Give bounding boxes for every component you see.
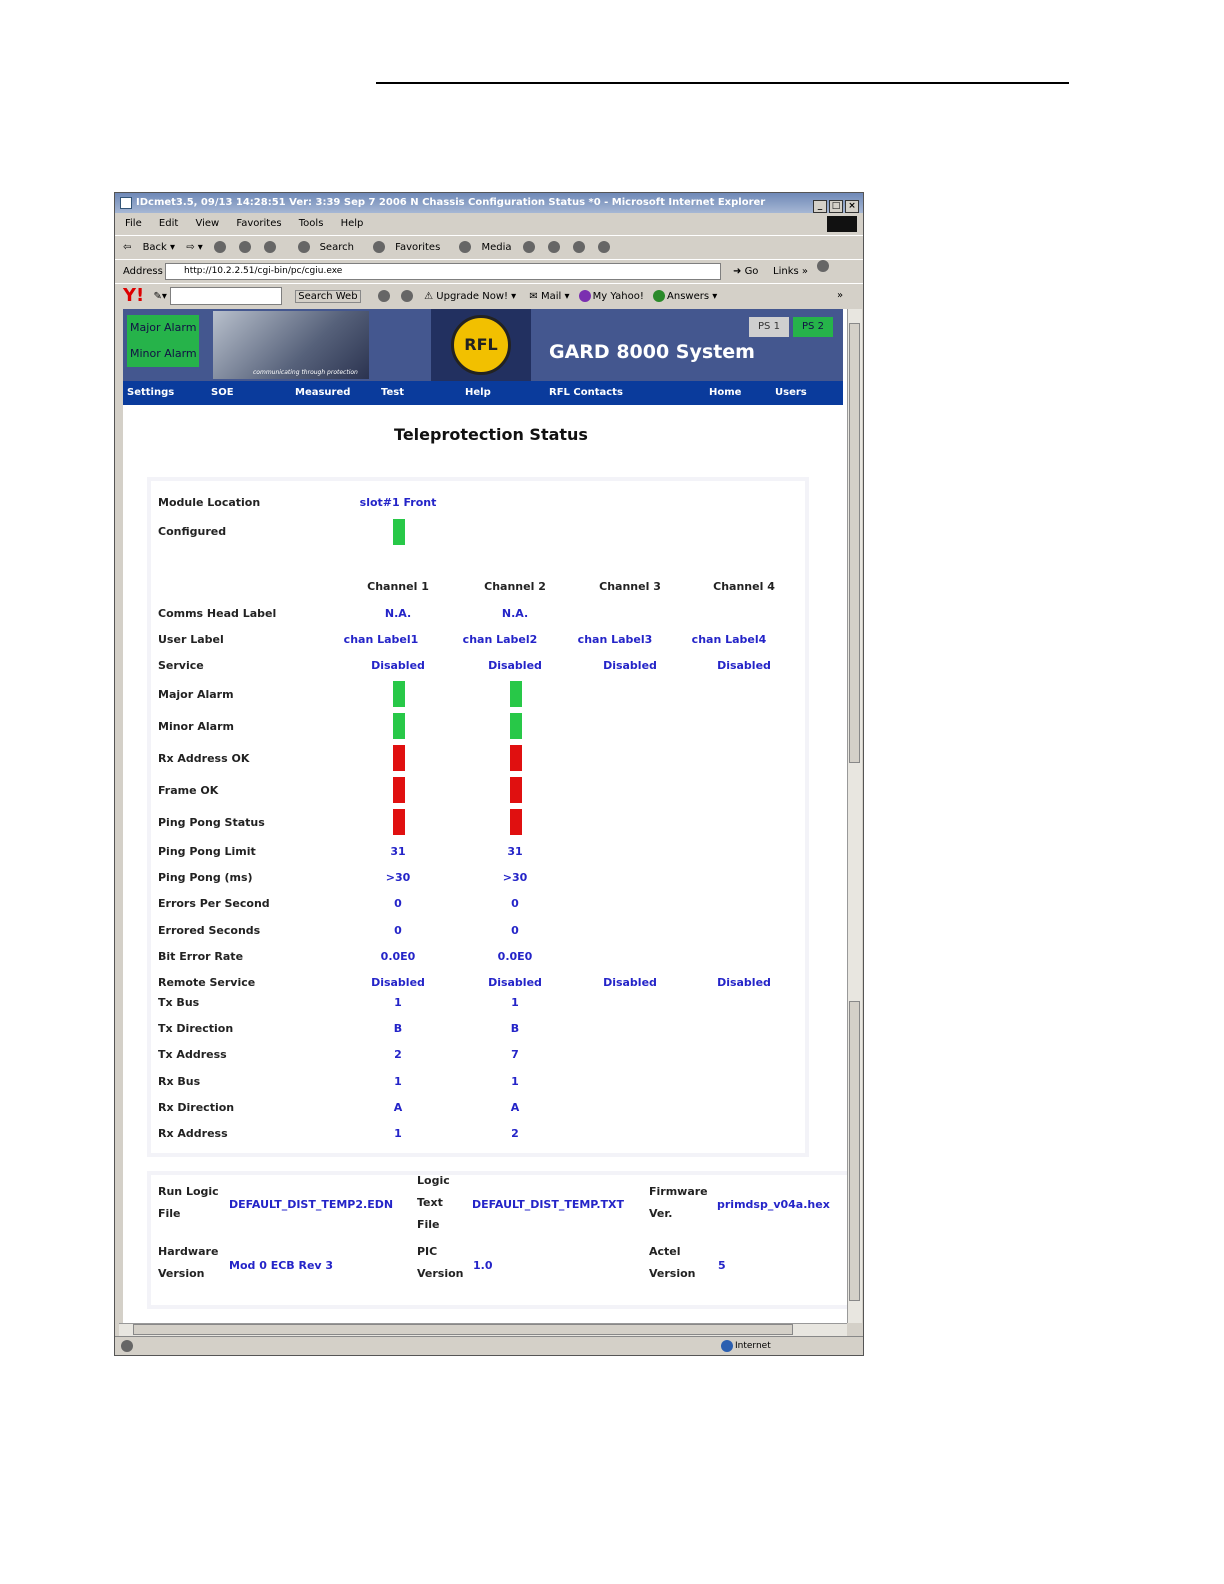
back-label: Back [142, 242, 167, 253]
tx-bus-label: Tx Bus [158, 996, 200, 1009]
ping-pong-status-ch2-indicator [510, 809, 522, 835]
actel-label-line2: Version [649, 1267, 696, 1280]
comms-head-label-label: Comms Head Label [158, 607, 277, 620]
module-location-label: Module Location [158, 496, 261, 509]
actel-version-label [649, 1241, 696, 1285]
rx-address-ok-ch1-indicator [393, 745, 405, 771]
media-button[interactable] [451, 242, 511, 253]
logic-text-label-line3: File [417, 1218, 440, 1231]
channel-2-header: Channel 2 [484, 580, 546, 593]
status-panel [151, 481, 805, 1153]
vertical-scroll-thumb-lower[interactable] [849, 1001, 860, 1301]
firmware-label-line2: Ver. [649, 1207, 673, 1220]
tx-bus-ch2: 1 [511, 996, 519, 1009]
user-label-label: User Label [158, 633, 224, 646]
service-ch1: Disabled [371, 659, 425, 672]
major-alarm-label: Major Alarm [158, 688, 234, 701]
major-alarm-ch1-indicator [393, 681, 405, 707]
ping-pong-ms-label: Ping Pong (ms) [158, 871, 253, 884]
yahoo-search-input[interactable] [170, 287, 282, 305]
history-icon[interactable] [523, 241, 535, 253]
gard-header [123, 309, 843, 381]
horizontal-scrollbar[interactable] [119, 1323, 847, 1336]
service-ch4: Disabled [717, 659, 771, 672]
ping-pong-limit-ch2: 31 [507, 845, 523, 858]
toolbar-extra-icon[interactable] [817, 260, 829, 272]
address-bar [115, 259, 863, 284]
answers-button[interactable]: Answers ▾ [653, 291, 717, 302]
channel-4-header: Channel 4 [713, 580, 775, 593]
mail-button[interactable]: ✉ Mail ▾ [529, 291, 570, 302]
major-alarm-indicator: Major Alarm [130, 321, 197, 334]
media-label: Media [481, 242, 512, 253]
hardware-version-value: Mod 0 ECB Rev 3 [229, 1259, 334, 1272]
pencil-icon[interactable]: ✎▾ [153, 291, 167, 302]
page-rule [376, 82, 1069, 84]
ping-pong-limit-ch1: 31 [390, 845, 406, 858]
bit-error-rate-ch2: 0.0E0 [497, 950, 533, 963]
edit-icon[interactable] [598, 241, 610, 253]
ping-pong-status-label: Ping Pong Status [158, 816, 265, 829]
header-photo [213, 311, 369, 379]
service-label: Service [158, 659, 204, 672]
frame-ok-ch1-indicator [393, 777, 405, 803]
photo-caption: communicating through protection [253, 369, 358, 376]
favorites-icon [373, 241, 385, 253]
rfl-logo [431, 309, 531, 381]
firmware-ver-label [649, 1181, 708, 1225]
page-status-icon [121, 1340, 133, 1352]
nav-soe[interactable]: SOE [211, 387, 234, 398]
rx-bus-ch1: 1 [394, 1075, 402, 1088]
my-yahoo-icon [579, 290, 591, 302]
logic-text-label-line1: Logic [417, 1174, 450, 1187]
window-title: IDcmet3.5, 09/13 14:28:51 Ver: 3:39 Sep 7 2006 N Chassis Configuration Status *0 - Microsoft Internet Explorer [136, 197, 766, 208]
alarm-indicator-box [127, 315, 199, 367]
actel-label-line1: Actel [649, 1245, 681, 1258]
yahoo-logo[interactable]: Y! [123, 285, 145, 306]
answers-icon [653, 290, 665, 302]
answers-label: Answers [667, 291, 710, 302]
minor-alarm-label: Minor Alarm [158, 720, 234, 733]
home-icon[interactable] [264, 241, 276, 253]
search-label: Search [319, 242, 354, 253]
remote-service-ch3: Disabled [603, 976, 657, 989]
channel-3-header: Channel 3 [599, 580, 661, 593]
main-nav [123, 381, 843, 405]
ping-pong-limit-label: Ping Pong Limit [158, 845, 256, 858]
rx-address-ok-ch2-indicator [510, 745, 522, 771]
horizontal-scroll-thumb[interactable] [133, 1324, 793, 1335]
page-title: Teleprotection Status [394, 425, 588, 444]
actel-version-value: 5 [718, 1259, 726, 1272]
tx-address-label: Tx Address [158, 1048, 227, 1061]
ps1-indicator: PS 1 [749, 317, 789, 337]
ps2-indicator: PS 2 [793, 317, 833, 337]
pic-version-value: 1.0 [473, 1259, 493, 1272]
my-yahoo-button[interactable] [579, 291, 644, 302]
print-icon[interactable] [573, 241, 585, 253]
rx-address-label: Rx Address [158, 1127, 228, 1140]
back-button[interactable]: ⇦ Back ▾ [123, 242, 176, 253]
upgrade-label: Upgrade Now! [436, 291, 508, 302]
hardware-label-line2: Version [158, 1267, 205, 1280]
go-label: Go [744, 266, 759, 277]
tx-direction-ch1: B [393, 1022, 403, 1035]
module-location-value: slot#1 Front [359, 496, 437, 509]
configured-label: Configured [158, 525, 227, 538]
nav-rfl-contacts[interactable]: RFL Contacts [549, 387, 623, 398]
tx-address-ch1: 2 [394, 1048, 402, 1061]
windows-logo-icon [827, 216, 857, 232]
nav-measured[interactable]: Measured [295, 387, 351, 398]
menu-bar [115, 213, 863, 235]
browser-window [114, 192, 864, 1356]
errors-per-second-ch2: 0 [511, 897, 519, 910]
configured-indicator [393, 519, 405, 545]
hardware-version-label [158, 1241, 218, 1285]
search-web-button[interactable]: Search Web [295, 290, 360, 303]
upgrade-button[interactable]: ⚠ Upgrade Now! ▾ [424, 291, 517, 302]
comms-head-label-ch1: N.A. [384, 607, 412, 620]
menu-view[interactable]: View [195, 218, 220, 229]
errored-seconds-label: Errored Seconds [158, 924, 261, 937]
nav-users[interactable]: Users [775, 387, 807, 398]
comms-head-label-ch2: N.A. [501, 607, 529, 620]
firmware-ver-value: primdsp_v04a.hex [717, 1198, 830, 1211]
page-content [123, 309, 847, 1323]
firmware-label-line1: Firmware [649, 1185, 708, 1198]
media-icon [459, 241, 471, 253]
rx-address-ok-label: Rx Address OK [158, 752, 250, 765]
major-alarm-ch2-indicator [510, 681, 522, 707]
forward-button[interactable]: ⇨ ▾ [186, 242, 203, 253]
system-name: GARD 8000 System [549, 341, 755, 363]
menu-edit[interactable]: Edit [158, 218, 179, 229]
links-label: Links [773, 266, 799, 277]
favorites-label: Favorites [395, 242, 441, 253]
status-bar [115, 1336, 863, 1356]
remote-service-label: Remote Service [158, 976, 256, 989]
standard-toolbar [115, 235, 863, 260]
search-button[interactable] [290, 242, 354, 253]
menu-help[interactable]: Help [340, 218, 364, 229]
go-button[interactable]: ➜ Go [733, 266, 759, 277]
tx-address-ch2: 7 [511, 1048, 519, 1061]
window-controls [811, 196, 859, 213]
firmware-panel [151, 1175, 847, 1305]
logic-text-label-line2: Text [417, 1196, 443, 1209]
frame-ok-label: Frame OK [158, 784, 219, 797]
warning-icon: ⚠ [424, 291, 434, 302]
address-label: Address [123, 266, 163, 277]
vertical-scrollbar[interactable] [847, 309, 862, 1323]
user-label-ch2: chan Label2 [462, 633, 538, 646]
search-icon [298, 241, 310, 253]
service-ch3: Disabled [603, 659, 657, 672]
minor-alarm-indicator: Minor Alarm [130, 347, 197, 360]
favorites-button[interactable] [365, 242, 440, 253]
zone-label: Internet [735, 1341, 771, 1351]
address-input[interactable]: http://10.2.2.51/cgi-bin/pc/cgiu.exe [165, 263, 721, 280]
bit-error-rate-label: Bit Error Rate [158, 950, 244, 963]
stop-icon[interactable] [214, 241, 226, 253]
mail-label: Mail [540, 291, 562, 302]
pic-version-label [417, 1241, 464, 1285]
envelope-icon: ✉ [529, 291, 538, 302]
globe-icon [721, 1340, 733, 1352]
sparkle-icon[interactable] [401, 290, 413, 302]
nav-test[interactable]: Test [381, 387, 405, 398]
logic-text-file-label [417, 1170, 450, 1236]
rx-bus-ch2: 1 [511, 1075, 519, 1088]
nav-home[interactable]: Home [709, 387, 742, 398]
rx-address-ch2: 2 [511, 1127, 519, 1140]
hardware-label-line1: Hardware [158, 1245, 219, 1258]
rx-direction-ch1: A [393, 1101, 403, 1114]
service-ch2: Disabled [488, 659, 542, 672]
maximize-icon[interactable]: □ [829, 200, 843, 213]
chevron-right-icon[interactable]: » [837, 290, 844, 301]
remote-service-ch2: Disabled [488, 976, 542, 989]
frame-ok-ch2-indicator [510, 777, 522, 803]
ping-pong-ms-ch1: >30 [385, 871, 411, 884]
internet-zone [721, 1337, 771, 1356]
rx-direction-label: Rx Direction [158, 1101, 235, 1114]
minor-alarm-ch1-indicator [393, 713, 405, 739]
highlight-icon[interactable] [378, 290, 390, 302]
user-label-ch1: chan Label1 [343, 633, 419, 646]
channel-1-header: Channel 1 [367, 580, 429, 593]
remote-service-ch4: Disabled [717, 976, 771, 989]
nav-help[interactable]: Help [465, 387, 491, 398]
remote-service-ch1: Disabled [371, 976, 425, 989]
rfl-logo-text: RFL [451, 315, 511, 375]
errored-seconds-ch1: 0 [394, 924, 402, 937]
rx-direction-ch2: A [510, 1101, 520, 1114]
tx-bus-ch1: 1 [394, 996, 402, 1009]
user-label-ch4: chan Label4 [691, 633, 767, 646]
title-bar [115, 193, 863, 213]
ie-icon [120, 197, 132, 209]
pic-label-line1: PIC [417, 1245, 438, 1258]
refresh-icon[interactable] [239, 241, 251, 253]
menu-favorites[interactable]: Favorites [236, 218, 282, 229]
errors-per-second-label: Errors Per Second [158, 897, 270, 910]
pic-label-line2: Version [417, 1267, 464, 1280]
menu-tools[interactable]: Tools [298, 218, 324, 229]
my-yahoo-label: My Yahoo! [592, 291, 644, 302]
tx-direction-label: Tx Direction [158, 1022, 234, 1035]
errors-per-second-ch1: 0 [394, 897, 402, 910]
ping-pong-ms-ch2: >30 [502, 871, 528, 884]
menu-file[interactable]: File [125, 218, 142, 229]
ping-pong-status-ch1-indicator [393, 809, 405, 835]
vertical-scroll-thumb[interactable] [849, 323, 860, 763]
run-logic-file-label [158, 1181, 219, 1225]
rx-bus-label: Rx Bus [158, 1075, 201, 1088]
yahoo-toolbar [115, 283, 863, 308]
run-logic-label-line1: Run Logic [158, 1185, 219, 1198]
user-label-ch3: chan Label3 [577, 633, 653, 646]
run-logic-label-line2: File [158, 1207, 181, 1220]
errored-seconds-ch2: 0 [511, 924, 519, 937]
logic-text-file-value: DEFAULT_DIST_TEMP.TXT [472, 1198, 625, 1211]
close-icon[interactable]: × [845, 200, 859, 213]
rx-address-ch1: 1 [394, 1127, 402, 1140]
bit-error-rate-ch1: 0.0E0 [380, 950, 416, 963]
tx-direction-ch2: B [510, 1022, 520, 1035]
nav-settings[interactable]: Settings [127, 387, 175, 398]
minor-alarm-ch2-indicator [510, 713, 522, 739]
links-button[interactable]: Links » [773, 266, 808, 277]
run-logic-file-value: DEFAULT_DIST_TEMP2.EDN [229, 1198, 394, 1211]
minimize-icon[interactable]: _ [813, 200, 827, 213]
mail-icon[interactable] [548, 241, 560, 253]
